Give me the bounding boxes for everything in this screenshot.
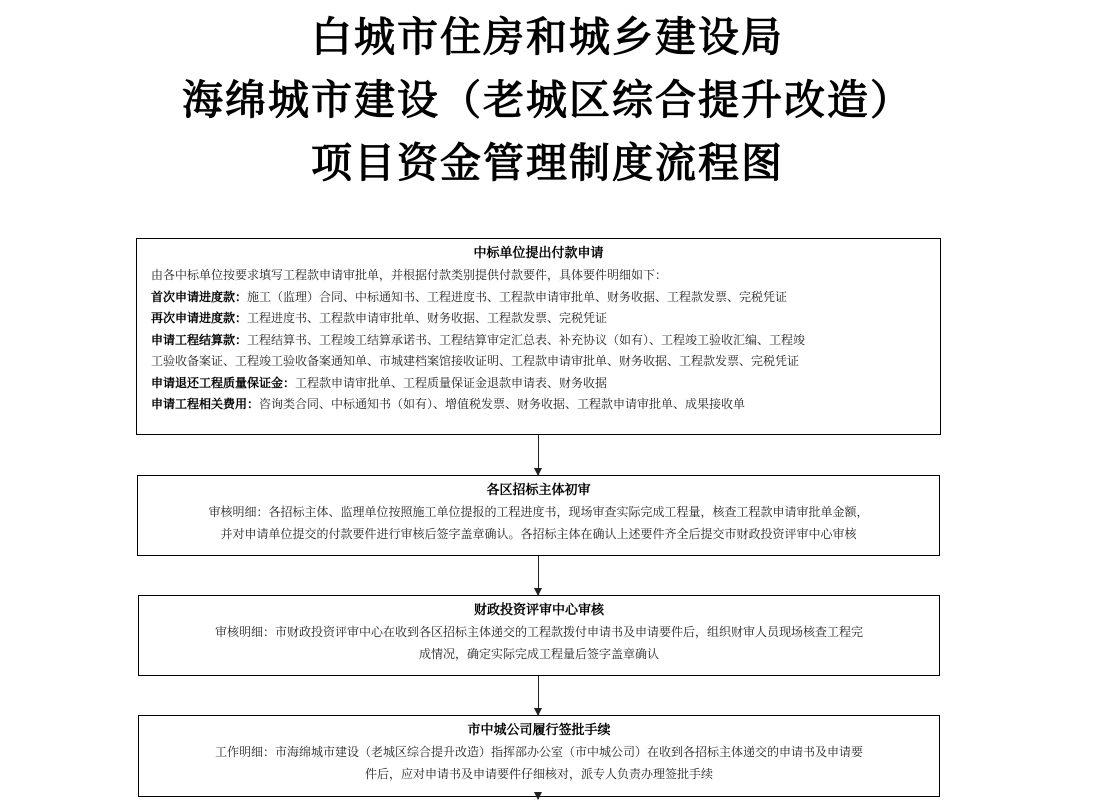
requirement-quality-deposit	[151, 373, 926, 395]
requirement-text: 工程结算书、工程竣工结算承诺书、工程结算审定汇总表、补充协议（如有）、工程竣工验收汇编、工程竣	[247, 332, 806, 347]
step-title: 市中城公司履行签批手续	[467, 723, 611, 738]
step-body	[153, 742, 925, 785]
step-box-payment-application	[136, 238, 941, 435]
step-body-line: 审核明细：各招标主体、监理单位按照施工单位提报的工程进度书，现场审查实际完成工程量，核查工程款申请审批单金额，	[208, 505, 869, 519]
requirement-label: 首次申请进度款：	[151, 289, 248, 304]
step-body	[153, 622, 925, 665]
requirement-repeat-progress	[151, 308, 926, 330]
flow-arrow	[538, 435, 539, 475]
requirement-first-progress	[151, 287, 926, 309]
step-body-line: 并对申请单位提交的付款要件进行审核后签字盖章确认。各招标主体在确认上述要件齐全后提交市财政投资评审中心审核	[220, 526, 857, 541]
title-line-1: 白城市住房和城乡建设局	[311, 13, 784, 61]
step-box-company-approval	[138, 715, 940, 797]
flow-arrow	[538, 556, 539, 595]
step-title: 中标单位提出付款申请	[473, 246, 604, 261]
step-intro: 由各中标单位按要求填写工程款申请审批单，并根据付款类别提供付款要件，具体要件明细如下：	[151, 268, 668, 282]
flowchart-title	[0, 6, 1095, 195]
step-body-line: 成情况，确定实际完成工程量后签字盖章确认	[418, 646, 659, 661]
requirement-text: 咨询类合同、中标通知书（如有）、增值税发票、财务收据、工程款申请审批单、成果接收单	[259, 397, 746, 411]
step-body-line: 工作明细：市海绵城市建设（老城区综合提升改造）指挥部办公室（市中城公司）在收到各招标主体递交的申请书及申请要	[214, 745, 863, 759]
step-body	[151, 265, 926, 416]
step-title: 各区招标主体初审	[486, 483, 591, 498]
requirement-label: 申请工程相关费用：	[151, 397, 260, 411]
flow-arrow	[538, 676, 539, 715]
requirement-text: 工程款申请审批单、工程质量保证金退款申请表、财务收据	[295, 375, 608, 390]
step-body-line: 审核明细：市财政投资评审中心在收到各区招标主体递交的工程款拨付申请书及申请要件后，组织财审人员现场核查工程完	[214, 625, 863, 639]
requirement-settlement	[151, 330, 926, 352]
step-box-district-review	[137, 475, 940, 556]
requirement-settlement-continued: 工验收备案证、工程竣工验收备案通知单、市城建档案馆接收证明、工程款申请审批单、财务收据、工程款发票、完税凭证	[151, 354, 800, 368]
requirement-label: 再次申请进度款：	[151, 311, 248, 325]
requirement-label: 申请工程结算款：	[151, 332, 248, 347]
requirement-text: 工程进度书、工程款申请审批单、财务收据、工程款发票、完税凭证	[247, 311, 608, 325]
requirement-text: 施工（监理）合同、中标通知书、工程进度书、工程款申请审批单、财务收据、工程款发票、完税凭证	[247, 289, 788, 304]
step-title: 财政投资评审中心审核	[473, 603, 604, 618]
requirement-label: 申请退还工程质量保证金：	[151, 375, 296, 390]
requirement-related-fees	[151, 394, 926, 416]
title-line-3: 项目资金管理制度流程图	[311, 139, 784, 187]
step-body-line: 件后，应对申请书及申请要件仔细核对，派专人负责办理签批手续	[364, 766, 713, 781]
step-body	[152, 502, 925, 545]
title-line-2: 海绵城市建设（老城区综合提升改造）	[182, 76, 913, 124]
step-box-finance-review	[138, 595, 940, 676]
